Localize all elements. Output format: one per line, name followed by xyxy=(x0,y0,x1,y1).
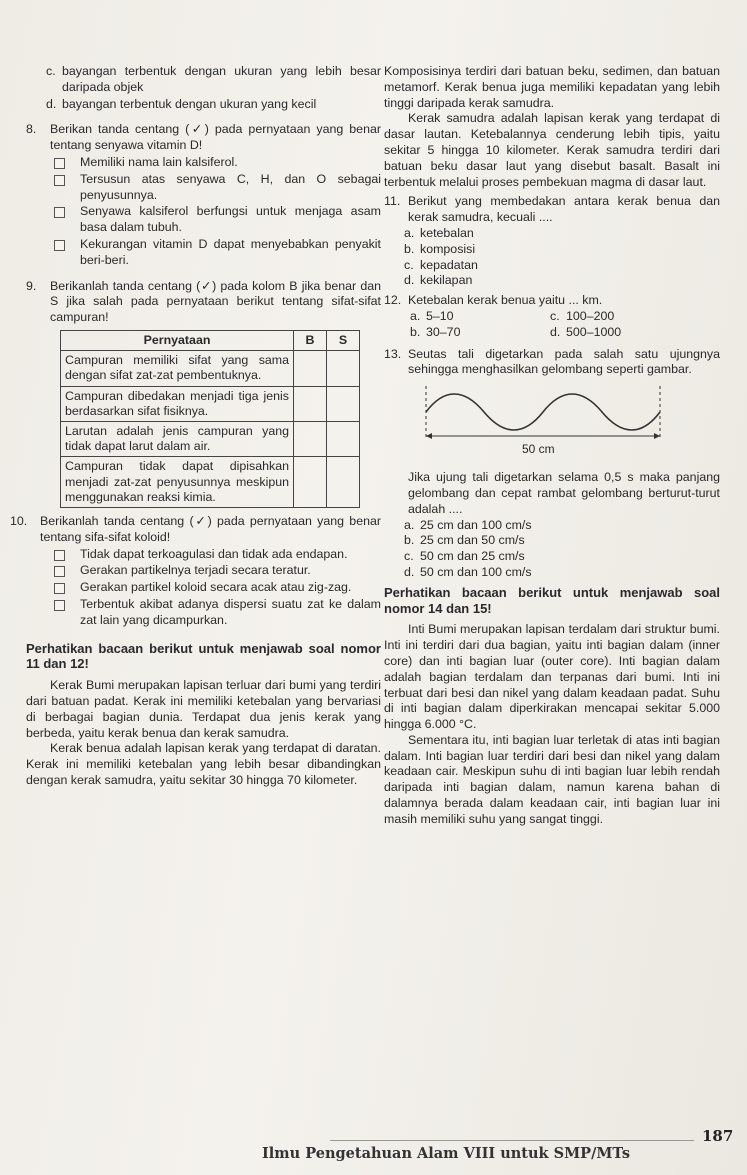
cell-b[interactable] xyxy=(294,386,327,421)
instruction-11-12: Perhatikan bacaan berikut untuk menjawab soal nomor 11 dan 12! xyxy=(26,640,381,672)
checkbox[interactable] xyxy=(54,600,65,611)
reading-paragraph: Inti Bumi merupakan lapisan terdalam dari struktur bumi. Inti ini terdiri dari dua bagian, yaitu inti bagian dalam (inner core) dan inti bagian luar (outer core). Inti bagian dalam adalah bagian terdalam dan terpanas dari bumi. Inti ini terbuat dari besi dan nikel yang dalam keadaan padat. Suhu di inti bagian dalam diperkirakan mencapai sekitar 5.000 hingga 6.000 °C. xyxy=(384,622,720,732)
question-text: Berikanlah tanda centang (✓) pada pernyataan yang benar tentang sifa-sifat koloid! xyxy=(40,513,381,544)
q12-option-d[interactable]: d. 500–1000 xyxy=(550,324,622,339)
table-row: Larutan adalah jenis campuran yang tidak dapat larut dalam air. xyxy=(61,421,360,456)
cell-s[interactable] xyxy=(327,386,360,421)
page-number: 187 xyxy=(702,1127,734,1145)
table-header-row xyxy=(61,330,360,350)
question-text: Seutas tali digetarkan pada salah satu ujungnya sehingga menghasilkan gelombang seperti gambar. xyxy=(408,346,720,377)
reading-paragraph: Sementara itu, inti bagian luar terletak di atas inti bagian dalam. Inti bagian luar terdiri dari besi dan nikel yang dalam keadaan cair. Meskipun suhu di inti bagian luar lebih rendah daripada inti bagian dalam, namun karena bahan di dalamnya berada dalam keadaan cair, inti bagian luar ini masih memiliki suhu yang sangat tinggi. xyxy=(384,732,720,826)
q12-option-c[interactable]: c. 100–200 xyxy=(550,308,615,323)
cell-s[interactable] xyxy=(327,421,360,456)
q8-item-3[interactable]: Senyawa kalsiferol berfungsi untuk menjaga asam basa dalam tubuh. xyxy=(26,204,381,236)
q12-option-a[interactable]: a. 5–10 xyxy=(410,308,454,323)
instruction-14-15: Perhatikan bacaan berikut untuk menjawab soal nomor 14 dan 15! xyxy=(384,584,720,616)
question-13: 13. Seutas tali digetarkan pada salah satu ujungnya sehingga menghasilkan gelombang seperti gambar. xyxy=(384,346,720,377)
question-text: Ketebalan kerak benua yaitu ... km. xyxy=(408,293,603,308)
q8-item-1[interactable]: Memiliki nama lain kalsiferol. xyxy=(26,155,381,171)
col-header-true: B xyxy=(294,330,327,350)
question-text: Berikan tanda centang (✓) pada pernyataan yang benar tentang senyawa vitamin D! xyxy=(50,122,381,153)
q11-option-d[interactable]: d. kekilapan xyxy=(404,273,473,288)
wave-curve xyxy=(426,394,660,430)
checkbox[interactable] xyxy=(54,583,65,594)
left-column xyxy=(10,64,381,789)
checkbox[interactable] xyxy=(54,550,65,561)
dimension-label: 50 cm xyxy=(522,442,555,457)
cell-b[interactable] xyxy=(294,457,327,508)
table-row: Campuran dibedakan menjadi tiga jenis berdasarkan sifat fisiknya. xyxy=(61,386,360,421)
reading-paragraph: Kerak Bumi merupakan lapisan terluar dari bumi yang terdiri dari batuan padat. Kerak ini memiliki ketebalan yang bervariasi di berbagai bagian dunia. Terdapat dua jenis kerak yang berbeda, yaitu kerak benua dan kerak samudra. xyxy=(26,678,381,740)
reading-paragraph: Komposisinya terdiri dari batuan beku, sedimen, dan batuan metamorf. Kerak benua juga memiliki kepadatan yang lebih tinggi daripada kerak samudra. xyxy=(384,64,720,110)
arrow-right-icon xyxy=(654,433,660,439)
q11-option-b[interactable]: b. komposisi xyxy=(404,241,476,256)
q12-options xyxy=(384,309,720,341)
q10-item-1[interactable]: Tidak dapat terkoagulasi dan tidak ada endapan. xyxy=(26,547,381,563)
question-13-text2: Jika ujung tali digetarkan selama 0,5 s maka panjang gelombang dan cepat rambat gelombang berturut-turut adalah .... xyxy=(408,470,720,516)
q12-option-b[interactable]: b. 30–70 xyxy=(410,324,461,339)
question-9: 9. Berikanlah tanda centang (✓) pada kolom B jika benar dan S jika salah pada pernyataan berikut tentang sifat-sifat campuran! xyxy=(26,278,381,325)
q10-item-4[interactable]: Terbentuk akibat adanya dispersi suatu zat ke dalam zat lain yang dicampurkan. xyxy=(26,597,381,629)
option-d: d. bayangan terbentuk dengan ukuran yang kecil xyxy=(46,96,317,111)
cell-b[interactable] xyxy=(294,421,327,456)
option-text: bayangan terbentuk dengan ukuran yang kecil xyxy=(62,96,317,111)
q11-option-a[interactable]: a. ketebalan xyxy=(404,225,474,240)
question-11: 11. Berikut yang membedakan antara kerak benua dan kerak samudra, kecuali .... xyxy=(384,194,720,225)
book-title: Ilmu Pengetahuan Alam VIII untuk SMP/MTs xyxy=(262,1145,631,1162)
table-row: Campuran tidak dapat dipisahkan menjadi zat-zat penyusunnya meskipun menggunakan reaksi kimia. xyxy=(61,457,360,508)
table-row: Campuran memiliki sifat yang sama dengan sifat zat-zat pembentuknya. xyxy=(61,351,360,386)
q8-item-2[interactable]: Tersusun atas senyawa C, H, dan O sebagai penyusunnya. xyxy=(26,172,381,204)
question-10: 10. Berikanlah tanda centang (✓) pada pernyataan yang benar tentang sifa-sifat koloid! xyxy=(10,513,381,544)
q13-option-c[interactable]: c. 50 cm dan 25 cm/s xyxy=(404,549,525,564)
checkbox[interactable] xyxy=(54,175,65,186)
footer-divider xyxy=(330,1140,694,1141)
checkbox[interactable] xyxy=(54,240,65,251)
q10-item-3[interactable]: Gerakan partikel koloid secara acak atau zig-zag. xyxy=(26,580,381,596)
q13-option-d[interactable]: d. 50 cm dan 100 cm/s xyxy=(404,564,532,579)
wave-figure xyxy=(424,382,674,464)
checkbox[interactable] xyxy=(54,207,65,218)
right-column xyxy=(384,64,720,828)
q13-option-b[interactable]: b. 25 cm dan 50 cm/s xyxy=(404,533,525,548)
cell-s[interactable] xyxy=(327,351,360,386)
question-12: 12. Ketebalan kerak benua yaitu ... km. xyxy=(384,293,603,308)
cell-s[interactable] xyxy=(327,457,360,508)
q10-item-2[interactable]: Gerakan partikelnya terjadi secara teratur. xyxy=(26,563,381,579)
question-8: 8. Berikan tanda centang (✓) pada pernyataan yang benar tentang senyawa vitamin D! xyxy=(26,122,381,153)
q8-item-4[interactable]: Kekurangan vitamin D dapat menyebabkan penyakit beri-beri. xyxy=(26,237,381,269)
col-header-false: S xyxy=(327,330,360,350)
q13-option-a[interactable]: a. 25 cm dan 100 cm/s xyxy=(404,517,532,532)
option-text: bayangan terbentuk dengan ukuran yang lebih besar daripada objek xyxy=(62,64,381,94)
q11-option-c[interactable]: c. kepadatan xyxy=(404,257,478,272)
checkbox[interactable] xyxy=(54,566,65,577)
reading-paragraph: Kerak benua adalah lapisan kerak yang terdapat di daratan. Kerak ini memiliki ketebalan yang lebih besar dibandingkan dengan kerak samudra, yaitu sekitar 30 hingga 70 kilometer. xyxy=(26,741,381,787)
option-c: c. bayangan terbentuk dengan ukuran yang lebih besar daripada objek xyxy=(46,64,381,94)
question-text: Berikanlah tanda centang (✓) pada kolom B jika benar dan S jika salah pada pernyataan berikut tentang sifat-sifat campuran! xyxy=(50,278,381,325)
arrow-left-icon xyxy=(426,433,432,439)
q9-table xyxy=(60,330,360,508)
col-header-statement: Pernyataan xyxy=(61,330,294,350)
reading-paragraph: Kerak samudra adalah lapisan kerak yang terdapat di dasar lautan. Ketebalannya cenderung lebih tipis, yaitu sekitar 5 hingga 10 kilometer. Kerak samudra terdiri dari batuan beku dasar laut yang disebut basalt. Basalt ini terbentuk melalui proses pembekuan magma di dasar laut. xyxy=(384,111,720,189)
question-text: Berikut yang membedakan antara kerak benua dan kerak samudra, kecuali .... xyxy=(408,194,720,225)
checkbox[interactable] xyxy=(54,158,65,169)
cell-b[interactable] xyxy=(294,351,327,386)
